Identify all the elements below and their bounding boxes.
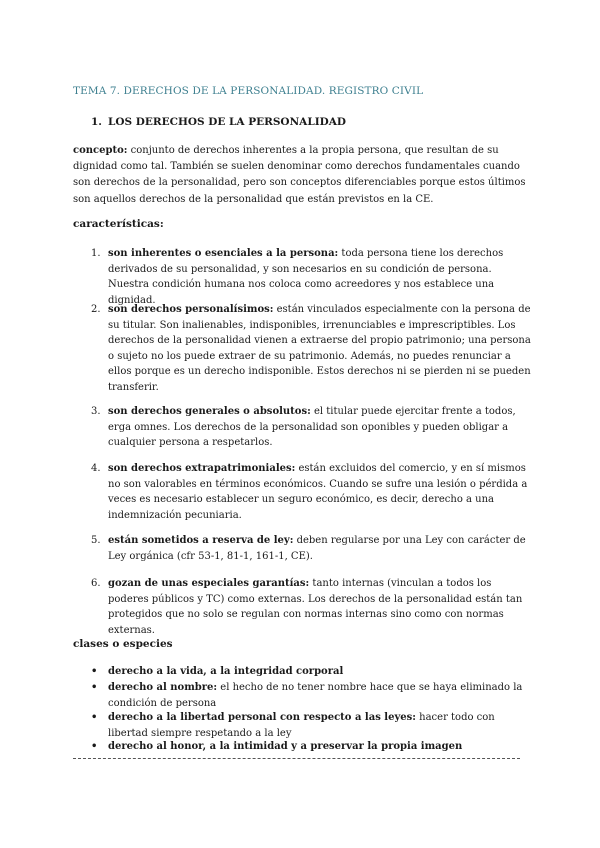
item-text: deben regularse por una Ley con carácter de Ley orgánica (cfr 53-1, 81-1, 161-1, CE). — [108, 535, 526, 562]
bullet-text: hacer todo con libertad siempre respetando a la ley — [108, 712, 495, 739]
item-text: tanto internas (vinculan a todos los poderes públicos y TC) como externas. Los derechos de la personalidad están tan protegidos que no solo se regulan con normas internas sino como con normas externas. — [108, 578, 523, 636]
bullet-title: derecho a la libertad personal con respecto a las leyes: — [108, 712, 416, 723]
item-title: son derechos extrapatrimoniales: — [108, 463, 296, 474]
item-number: 3. — [91, 406, 101, 417]
bullet-item — [91, 664, 531, 680]
bullet-title: derecho a la vida, a la integridad corporal — [108, 666, 344, 677]
list-item — [91, 461, 531, 523]
bullet-title: derecho al nombre: — [108, 682, 218, 693]
concepto-label: concepto: — [73, 145, 128, 156]
section-divider — [73, 758, 520, 759]
section-heading — [91, 116, 346, 128]
item-number: 1. — [91, 248, 101, 259]
item-number: 6. — [91, 578, 101, 589]
item-text: están excluidos del comercio, y en sí mismos no son valorables en términos económicos. Cuando se sufre una lesión o pérdida a veces es necesario establecer un seguro económico, es decir, derecho a una indemnización pecuniaria. — [108, 463, 528, 521]
bullet-text: el hecho de no tener nombre hace que se haya eliminado la condición de persona — [108, 682, 523, 709]
concepto-paragraph — [73, 143, 533, 208]
item-text: están vinculados especialmente con la persona de su titular. Son inalienables, indisponibles, irrenunciables e imprescriptibles. Los derechos de la personalidad vienen a extraerse del propio patrimonio; una persona o sujeto no los puede extraer de su patrimonio. Además, no puedes renunciar a ellos porque es un derecho indisponible. Estos derechos ni se pierden ni se pueden transferir. — [108, 304, 531, 393]
list-item — [91, 302, 531, 396]
list-item — [91, 246, 531, 308]
bullet-icon: • — [91, 712, 98, 723]
list-item — [91, 533, 531, 564]
caracteristicas-heading: características: — [73, 218, 164, 230]
item-title: son derechos personalísimos: — [108, 304, 274, 315]
bullet-item — [91, 739, 531, 755]
bullet-item — [91, 680, 531, 711]
item-number: 2. — [91, 304, 101, 315]
item-number: 5. — [91, 535, 101, 546]
section-number: 1. — [91, 116, 102, 128]
bullet-icon: • — [91, 666, 98, 677]
item-text: toda persona tiene los derechos derivados de su personalidad, y son necesarios en su condición de persona. Nuestra condición humana nos coloca como acreedores y nos establece una dignidad. — [108, 248, 504, 306]
bullet-icon: • — [91, 741, 98, 752]
section-heading-text: LOS DERECHOS DE LA PERSONALIDAD — [108, 116, 346, 128]
item-text: el titular puede ejercitar frente a todos, erga omnes. Los derechos de la personalidad son oponibles y pueden obligar a cualquier persona a respetarlos. — [108, 406, 516, 449]
list-item — [91, 404, 531, 451]
item-title: están sometidos a reserva de ley: — [108, 535, 294, 546]
item-title: son derechos generales o absolutos: — [108, 406, 311, 417]
concepto-text: conjunto de derechos inherentes a la propia persona, que resultan de su dignidad como tal. También se suelen denominar como derechos fundamentales cuando son derechos de la personalidad, pero son conceptos diferenciables porque estos últimos son aquellos derechos de la personalidad que están previstos en la CE. — [73, 145, 526, 205]
bullet-icon: • — [91, 682, 98, 693]
clases-heading: clases o especies — [73, 638, 173, 650]
item-title: son inherentes o esenciales a la persona: — [108, 248, 339, 259]
list-item — [91, 576, 531, 638]
page-title: TEMA 7. DERECHOS DE LA PERSONALIDAD. REGISTRO CIVIL — [73, 85, 424, 97]
bullet-item — [91, 710, 531, 741]
bullet-title: derecho al honor, a la intimidad y a preservar la propia imagen — [108, 741, 463, 752]
item-title: gozan de unas especiales garantías: — [108, 578, 310, 589]
item-number: 4. — [91, 463, 101, 474]
